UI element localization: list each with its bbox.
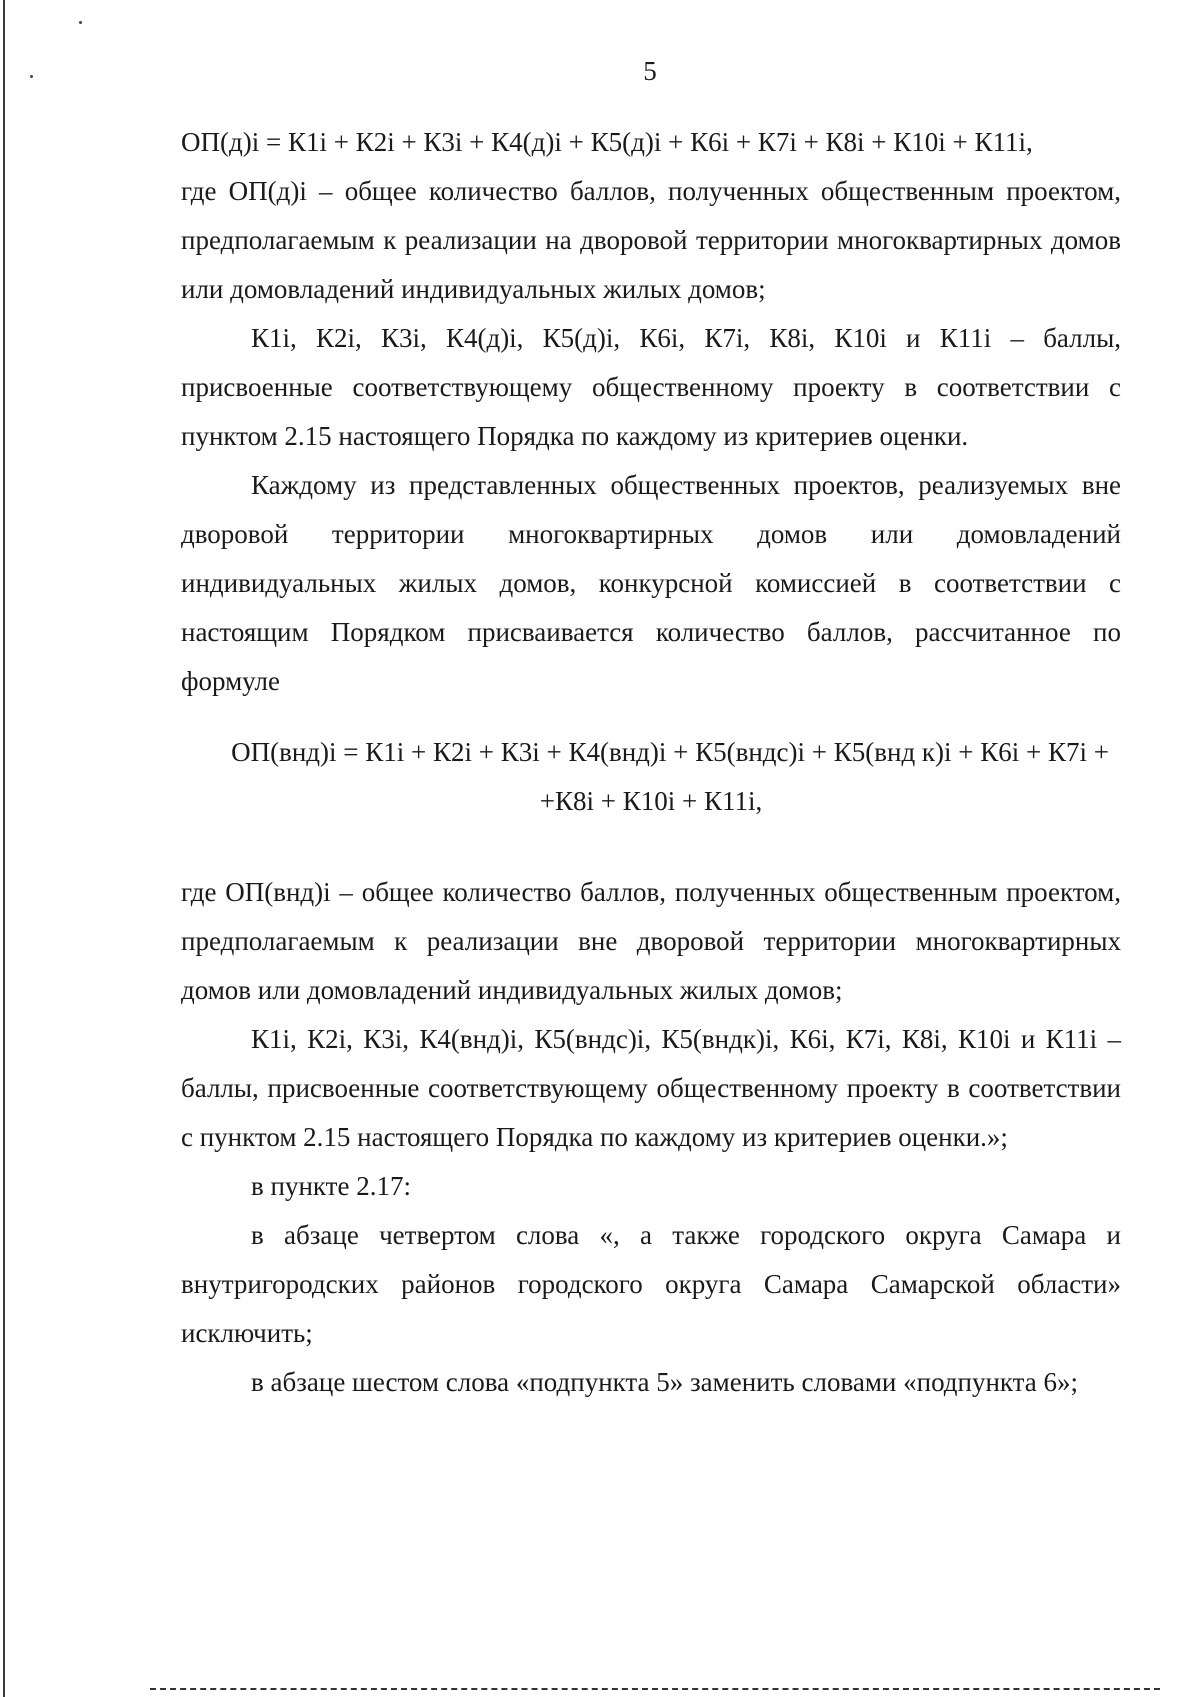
paragraph-point-2-17: в пункте 2.17: bbox=[251, 1171, 411, 1201]
paragraph-criteria-d: К1i, К2i, К3i, К4(д)i, К5(д)i, К6i, К7i, К8i, К10i и К11i – баллы, присвоенные соответствующему общественному проекту в соответствии с пунктом 2.15 настоящего Порядка по каждому из критериев оценки. bbox=[181, 323, 1121, 451]
formula-op-vnd-line1: ОП(внд)i = К1i + К2i + К3i + К4(внд)i + К5(вндс)i + К5(внд к)i + К6i + К7i + bbox=[231, 737, 1109, 767]
formula-op-vnd-line2: +К8i + К10i + К11i, bbox=[539, 786, 763, 816]
paragraph-fourth-abzac: в абзаце четвертом слова «, а также городского округа Самара и внутригородских районов городского округа Самара Самарской области» исключить; bbox=[181, 1220, 1121, 1348]
paragraph-sixth-abzac: в абзаце шестом слова «подпункта 5» заменить словами «подпункта 6»; bbox=[251, 1367, 1079, 1397]
footer-dashed-line bbox=[150, 1688, 1160, 1690]
paragraph-op-d-definition: где ОП(д)i – общее количество баллов, полученных общественным проектом, предполагаемым к реализации на дворовой территории многоквартирных домов или домовладений индивидуальных жилых домов; bbox=[181, 176, 1121, 304]
paragraph-op-vnd-definition: где ОП(внд)i – общее количество баллов, полученных общественным проектом, предполагаемым к реализации вне дворовой территории многоквартирных домов или домовладений индивидуальных жилых домов; bbox=[181, 877, 1121, 1005]
page-number: 5 bbox=[643, 56, 657, 86]
scan-speck bbox=[79, 21, 82, 24]
paragraph-outside-yard-projects: Каждому из представленных общественных проектов, реализуемых вне дворовой территории многоквартирных домов или домовладений индивидуальных жилых домов, конкурсной комиссией в соответствии с настоящим Порядком присваивается количество баллов, рассчитанное по формуле bbox=[181, 470, 1121, 696]
formula-op-vnd bbox=[181, 728, 1121, 826]
formula-op-d: ОП(д)i = К1i + К2i + К3i + К4(д)i + К5(д)i + К6i + К7i + К8i + К10i + К11i, bbox=[181, 127, 1033, 157]
page-left-border bbox=[3, 0, 5, 1697]
document-body bbox=[181, 118, 1121, 1407]
paragraph-criteria-vnd: К1i, К2i, К3i, К4(внд)i, К5(вндс)i, К5(вндк)i, К6i, К7i, К8i, К10i и К11i – баллы, присвоенные соответствующему общественному проекту в соответствии с пунктом 2.15 настоящего Порядка по каждому из критериев оценки.»; bbox=[181, 1024, 1121, 1152]
